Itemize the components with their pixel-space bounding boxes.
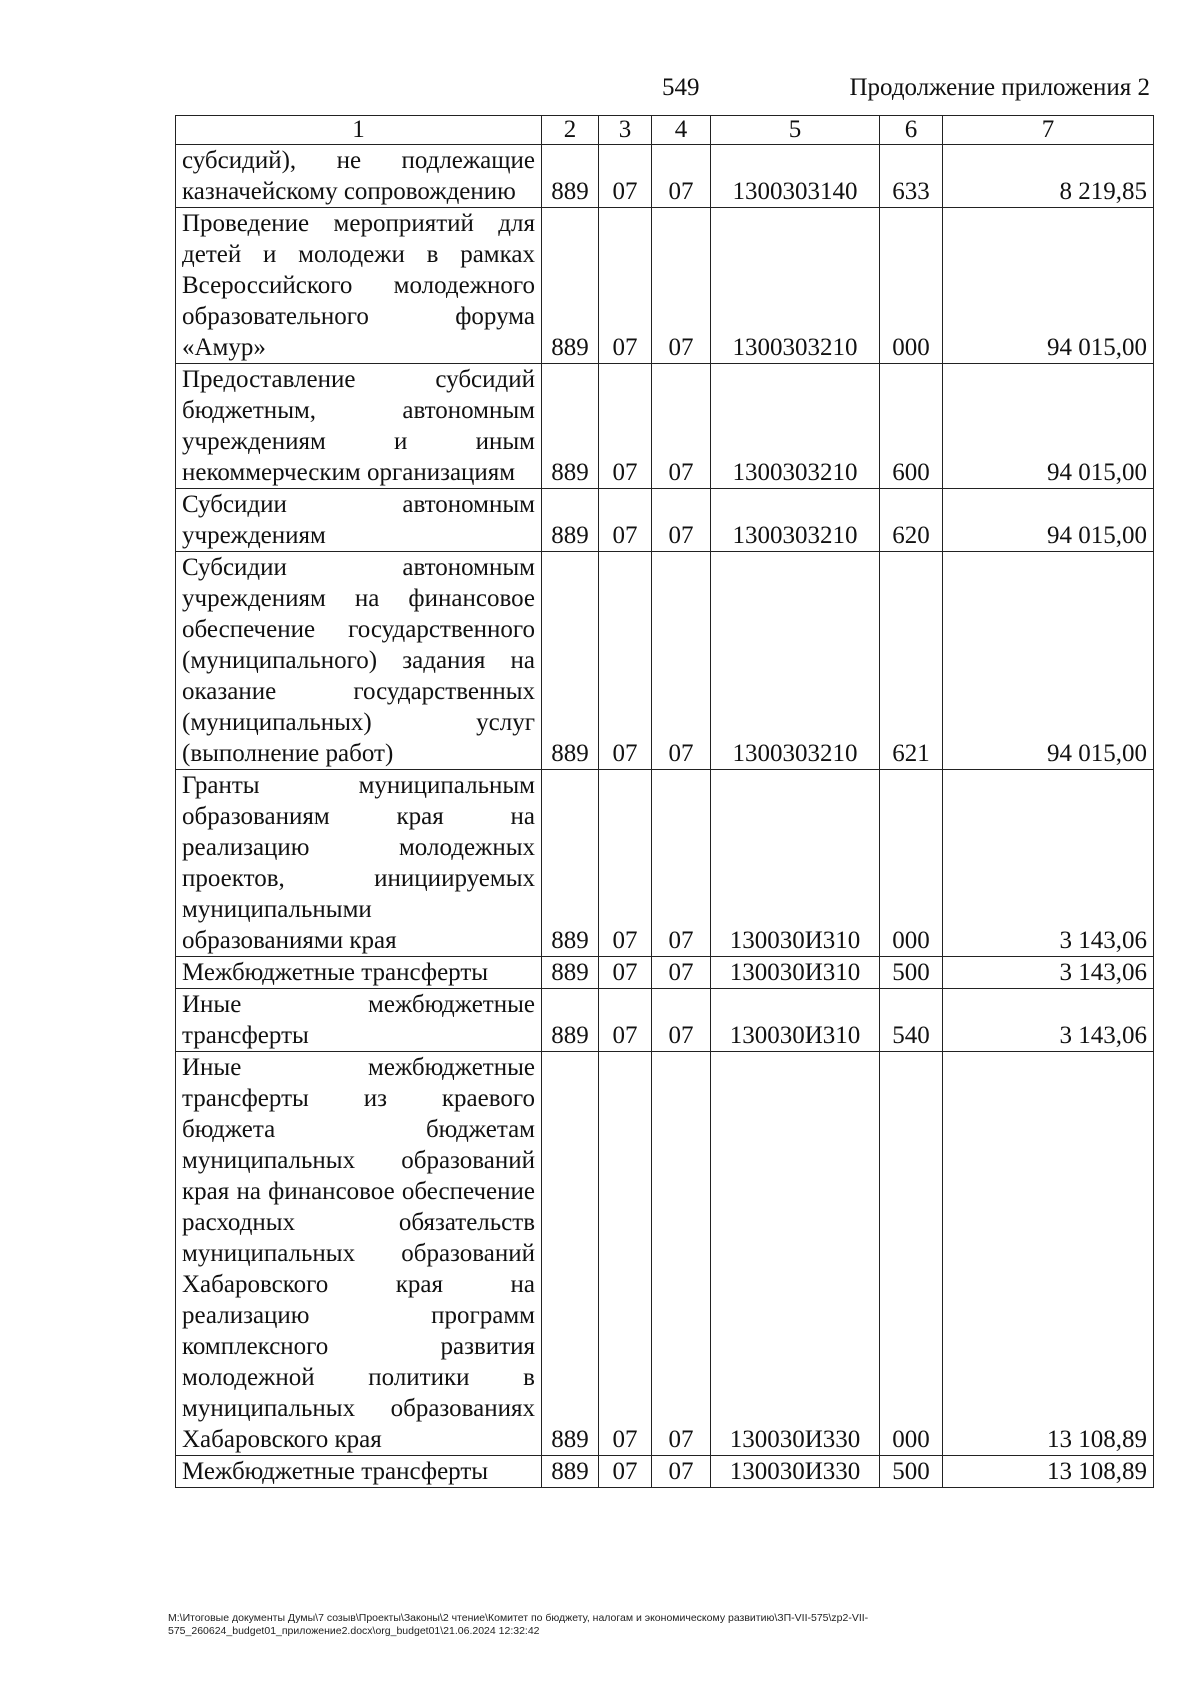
cell-expense-type: 000 <box>880 1052 943 1456</box>
row-description: Иные межбюджетные трансферты <box>176 989 542 1052</box>
column-header: 1 <box>176 116 542 145</box>
cell-amount: 94 015,00 <box>943 552 1154 770</box>
cell-ministry-code: 889 <box>542 364 599 489</box>
cell-amount: 3 143,06 <box>943 770 1154 957</box>
cell-subsection: 07 <box>652 552 711 770</box>
cell-subsection: 07 <box>652 145 711 208</box>
cell-amount: 3 143,06 <box>943 957 1154 989</box>
cell-ministry-code: 889 <box>542 957 599 989</box>
cell-section: 07 <box>599 208 652 364</box>
cell-amount: 94 015,00 <box>943 364 1154 489</box>
cell-amount: 13 108,89 <box>943 1456 1154 1488</box>
cell-expense-type: 500 <box>880 957 943 989</box>
cell-section: 07 <box>599 489 652 552</box>
continuation-label: Продолжение приложения 2 <box>849 74 1150 101</box>
column-header: 2 <box>542 116 599 145</box>
cell-ministry-code: 889 <box>542 145 599 208</box>
row-description: Иные межбюджетные трансферты из краевого бюджета бюджетам муниципальных образований края на финансовое обеспечение расходных обязательств муниципальных образований Хабаровского края на реализацию программ комплексного развития молодежной политики в муниципальных образованиях Хабаровского края <box>176 1052 542 1456</box>
cell-section: 07 <box>599 957 652 989</box>
cell-section: 07 <box>599 1052 652 1456</box>
cell-subsection: 07 <box>652 957 711 989</box>
table-row <box>176 1052 1154 1456</box>
cell-amount: 94 015,00 <box>943 489 1154 552</box>
page-number: 549 <box>662 74 700 101</box>
table-row <box>176 552 1154 770</box>
cell-amount: 94 015,00 <box>943 208 1154 364</box>
cell-target-article: 1300303140 <box>711 145 880 208</box>
column-number-row <box>176 116 1154 145</box>
cell-ministry-code: 889 <box>542 552 599 770</box>
cell-section: 07 <box>599 145 652 208</box>
row-description: Межбюджетные трансферты <box>176 1456 542 1488</box>
cell-expense-type: 633 <box>880 145 943 208</box>
cell-target-article: 1300303210 <box>711 552 880 770</box>
cell-subsection: 07 <box>652 989 711 1052</box>
cell-subsection: 07 <box>652 1456 711 1488</box>
column-header: 4 <box>652 116 711 145</box>
table-row <box>176 1456 1154 1488</box>
cell-target-article: 130030И310 <box>711 989 880 1052</box>
column-header: 6 <box>880 116 943 145</box>
cell-subsection: 07 <box>652 364 711 489</box>
row-description: Проведение мероприятий для детей и молодежи в рамках Всероссийского молодежного образовательного форума «Амур» <box>176 208 542 364</box>
cell-section: 07 <box>599 770 652 957</box>
table-row <box>176 364 1154 489</box>
cell-ministry-code: 889 <box>542 208 599 364</box>
file-path-footer: M:\Итоговые документы Думы\7 созыв\Проекты\Законы\2 чтение\Комитет по бюджету, налогам и экономическому развитию\ЗП-VII-575\zp2-VII-575_260624_budget01_приложение2.docx\org_budget01\21.06.2024 12:32:42 <box>168 1612 869 1637</box>
cell-target-article: 1300303210 <box>711 208 880 364</box>
row-description: Межбюджетные трансферты <box>176 957 542 989</box>
cell-target-article: 130030И330 <box>711 1456 880 1488</box>
cell-section: 07 <box>599 1456 652 1488</box>
cell-amount: 8 219,85 <box>943 145 1154 208</box>
cell-expense-type: 620 <box>880 489 943 552</box>
cell-subsection: 07 <box>652 1052 711 1456</box>
cell-expense-type: 540 <box>880 989 943 1052</box>
cell-ministry-code: 889 <box>542 1052 599 1456</box>
cell-section: 07 <box>599 552 652 770</box>
cell-ministry-code: 889 <box>542 489 599 552</box>
cell-subsection: 07 <box>652 208 711 364</box>
cell-section: 07 <box>599 989 652 1052</box>
cell-subsection: 07 <box>652 770 711 957</box>
cell-target-article: 130030И330 <box>711 1052 880 1456</box>
table-row <box>176 489 1154 552</box>
budget-table <box>175 115 1154 1488</box>
cell-section: 07 <box>599 364 652 489</box>
column-header: 7 <box>943 116 1154 145</box>
cell-subsection: 07 <box>652 489 711 552</box>
cell-amount: 13 108,89 <box>943 1052 1154 1456</box>
cell-amount: 3 143,06 <box>943 989 1154 1052</box>
row-description: Субсидии автономным учреждениям <box>176 489 542 552</box>
table-row <box>176 145 1154 208</box>
row-description: Предоставление субсидий бюджетным, автономным учреждениям и иным некоммерческим организациям <box>176 364 542 489</box>
cell-expense-type: 500 <box>880 1456 943 1488</box>
row-description: субсидий), не подлежащие казначейскому сопровождению <box>176 145 542 208</box>
column-header: 3 <box>599 116 652 145</box>
cell-ministry-code: 889 <box>542 770 599 957</box>
cell-target-article: 130030И310 <box>711 957 880 989</box>
table-row <box>176 957 1154 989</box>
cell-expense-type: 600 <box>880 364 943 489</box>
row-description: Субсидии автономным учреждениям на финансовое обеспечение государственного (муниципального) задания на оказание государственных (муниципальных) услуг (выполнение работ) <box>176 552 542 770</box>
row-description: Гранты муниципальным образованиям края на реализацию молодежных проектов, инициируемых муниципальными образованиями края <box>176 770 542 957</box>
cell-expense-type: 621 <box>880 552 943 770</box>
cell-expense-type: 000 <box>880 770 943 957</box>
cell-ministry-code: 889 <box>542 989 599 1052</box>
cell-target-article: 1300303210 <box>711 489 880 552</box>
table-row <box>176 989 1154 1052</box>
cell-target-article: 130030И310 <box>711 770 880 957</box>
table-row <box>176 770 1154 957</box>
table-row <box>176 208 1154 364</box>
cell-target-article: 1300303210 <box>711 364 880 489</box>
cell-ministry-code: 889 <box>542 1456 599 1488</box>
cell-expense-type: 000 <box>880 208 943 364</box>
column-header: 5 <box>711 116 880 145</box>
